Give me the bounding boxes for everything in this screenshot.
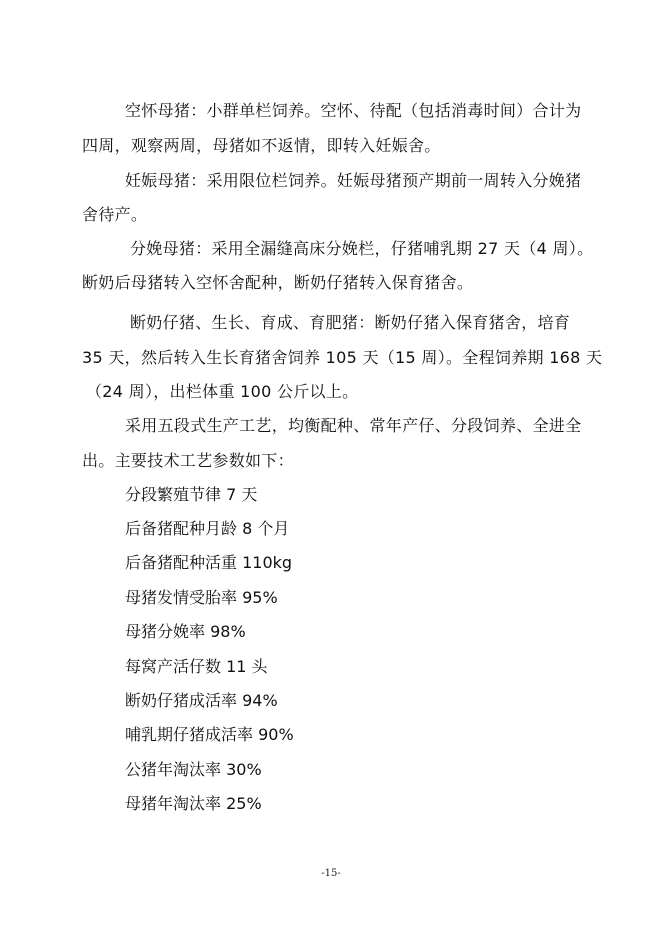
parameter-item: 分段繁殖节律 7 天 bbox=[125, 485, 258, 504]
parameter-item: 断奶仔猪成活率 94% bbox=[125, 691, 278, 710]
paragraph-1-line-1: 空怀母猪：小群单栏饲养。空怀、待配（包括消毒时间）合计为 bbox=[125, 101, 582, 120]
paragraph-4-line-1: 断奶仔猪、生长、育成、育肥猪：断奶仔猪入保育猪舍，培育 bbox=[130, 313, 571, 332]
paragraph-3-line-1: 分娩母猪：采用全漏缝高床分娩栏，仔猪哺乳期 27 天（4 周）。 bbox=[130, 239, 594, 258]
parameter-item: 后备猪配种月龄 8 个月 bbox=[125, 519, 290, 538]
parameter-item: 母猪发情受胎率 95% bbox=[125, 588, 278, 607]
paragraph-2-line-1: 妊娠母猪：采用限位栏饲养。妊娠母猪预产期前一周转入分娩猪 bbox=[125, 171, 582, 190]
parameter-item: 母猪年淘汰率 25% bbox=[125, 794, 262, 813]
parameter-item: 公猪年淘汰率 30% bbox=[125, 760, 262, 779]
page-number: -15- bbox=[321, 868, 341, 879]
paragraph-5-line-1: 采用五段式生产工艺，均衡配种、常年产仔、分段饲养、全进全 bbox=[125, 416, 582, 435]
paragraph-4-line-2: 35 天，然后转入生长育猪舍饲养 105 天（15 周）。全程饲养期 168 天 bbox=[82, 348, 603, 367]
parameter-item: 后备猪配种活重 110kg bbox=[125, 553, 293, 572]
paragraph-5-line-2: 出。主要技术工艺参数如下： bbox=[82, 451, 294, 470]
paragraph-3-line-2: 断奶后母猪转入空怀舍配种，断奶仔猪转入保育猪舍。 bbox=[82, 273, 474, 292]
paragraph-1-line-2: 四周，观察两周，母猪如不返情，即转入妊娠舍。 bbox=[82, 136, 441, 155]
parameter-item: 母猪分娩率 98% bbox=[125, 622, 246, 641]
paragraph-4-line-3: （24 周），出栏体重 100 公斤以上。 bbox=[86, 382, 359, 401]
paragraph-2-line-2: 舍待产。 bbox=[82, 205, 148, 224]
parameter-item: 每窝产活仔数 11 头 bbox=[125, 657, 268, 676]
parameter-item: 哺乳期仔猪成活率 90% bbox=[125, 725, 294, 744]
